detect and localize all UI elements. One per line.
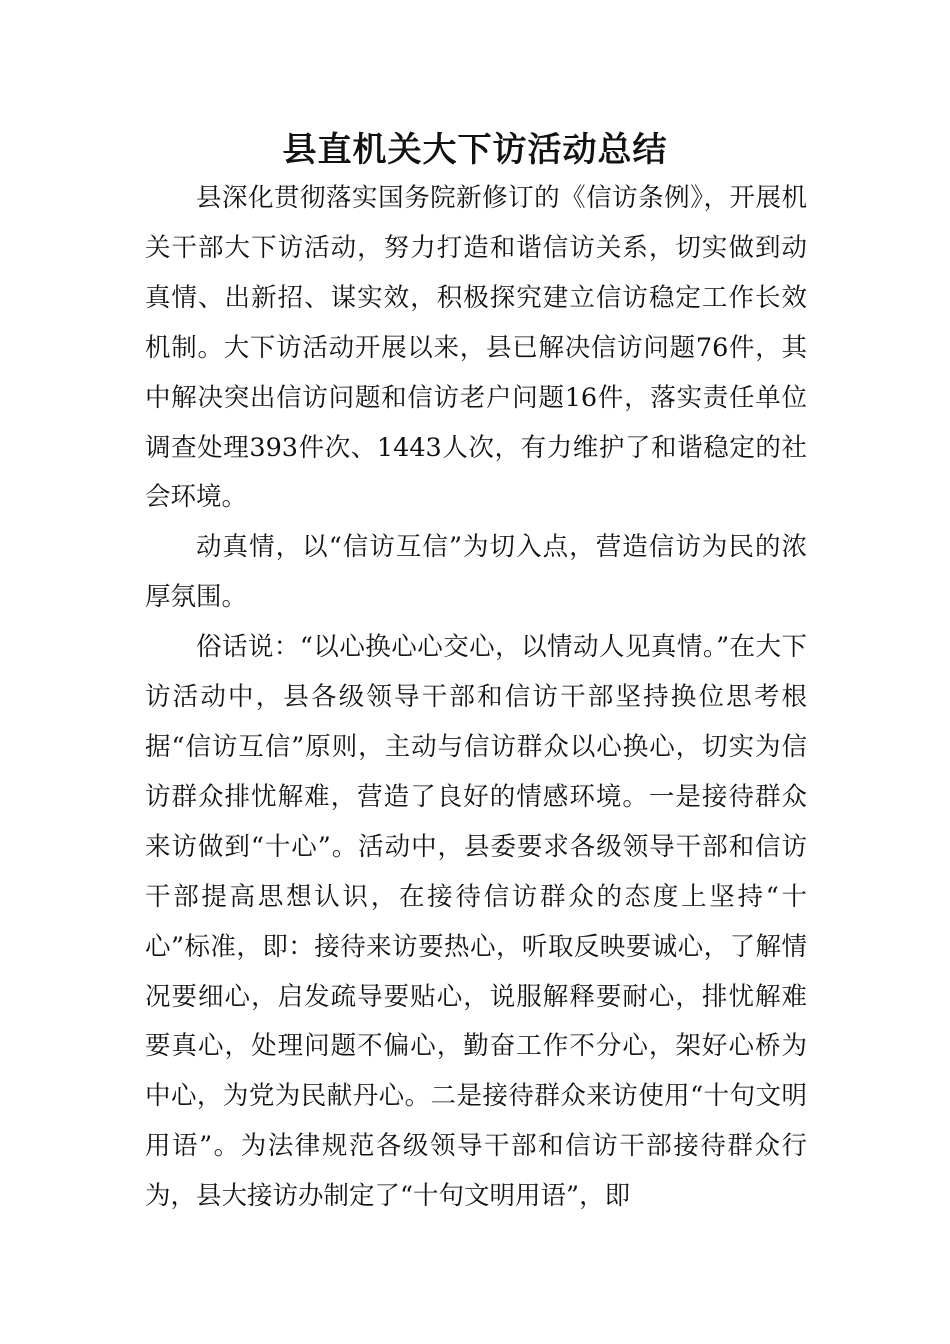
document-body bbox=[145, 174, 807, 1222]
paragraph-details: 俗话说：“以心换心心交心，以情动人见真情。”在大下访活动中，县各级领导干部和信访干部坚持换位思考根据“信访互信”原则，主动与信访群众以心换心，切实为信访群众排忧解难，营造了良好的情感环境。一是接待群众来访做到“十心”。活动中，县委要求各级领导干部和信访干部提高思想认识，在接待信访群众的态度上坚持“十心”标准，即：接待来访要热心，听取反映要诚心，了解情况要细心，启发疏导要贴心，说服解释要耐心，排忧解难要真心，处理问题不偏心，勤奋工作不分心，架好心桥为中心，为党为民献丹心。二是接待群众来访使用“十句文明用语”。为法律规范各级领导干部和信访干部接待群众行为，县大接访办制定了“十句文明用语”，即 bbox=[145, 632, 807, 1212]
document-title: 县直机关大下访活动总结 bbox=[282, 130, 668, 170]
paragraph-intro: 县深化贯彻落实国务院新修订的《信访条例》，开展机关干部大下访活动，努力打造和谐信访关系，切实做到动真情、出新招、谋实效，积极探究建立信访稳定工作长效机制。大下访活动开展以来，县已解决信访问题76件，其中解决突出信访问题和信访老户问题16件，落实责任单位调查处理393件次、1443人次，有力维护了和谐稳定的社会环境。 bbox=[145, 183, 807, 513]
paragraph-section-heading: 动真情，以“信访互信”为切入点，营造信访为民的浓厚氛围。 bbox=[145, 532, 807, 613]
